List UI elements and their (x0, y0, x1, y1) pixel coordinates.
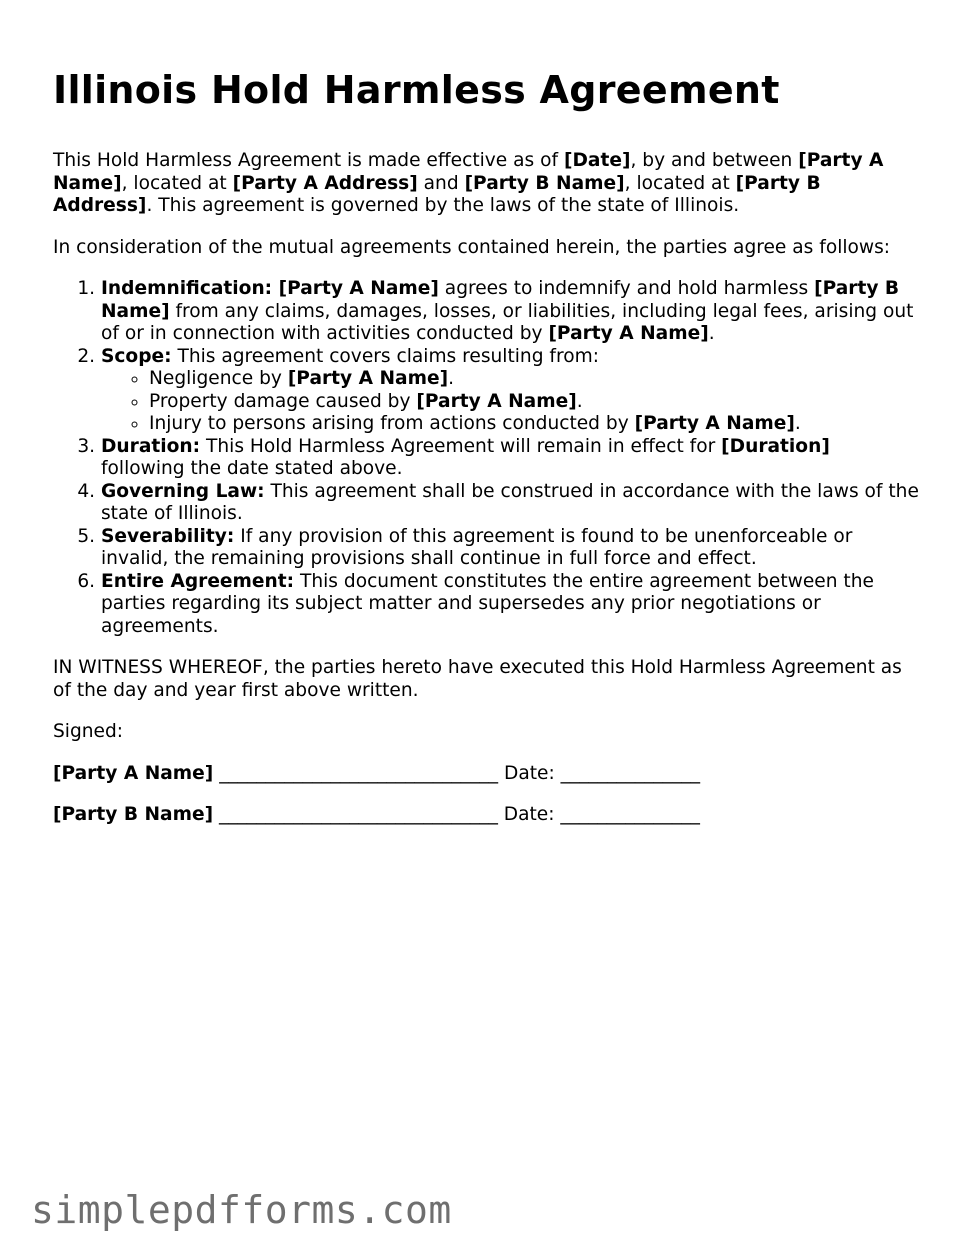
signature-date-label: Date: (503, 804, 561, 825)
clause-entire-agreement (101, 571, 919, 639)
party-b-name-placeholder: [Party B Name] (464, 172, 625, 194)
party-a-name-placeholder: [Party A Name] (416, 390, 577, 412)
scope-sublist (101, 368, 919, 436)
party-a-name-placeholder: [Party A Name] (287, 368, 449, 389)
intro-paragraph (53, 150, 919, 218)
clause-text: . (708, 323, 715, 344)
clause-scope (101, 346, 919, 436)
scope-item-negligence (149, 368, 919, 391)
clause-heading: Entire Agreement: (101, 570, 295, 592)
signed-label: Signed: (53, 721, 124, 742)
signature-line[interactable]: ______________________________ (213, 762, 505, 784)
clause-text: This document constitutes the entire agreement between the parties regarding its subject matter and supersedes any prior negotiations or agreements. (101, 570, 874, 637)
clause-heading: Scope: (101, 345, 172, 367)
clause-heading: Duration: (101, 435, 201, 457)
intro-text: , located at (121, 172, 233, 194)
clause-text: This agreement covers claims resulting from: (171, 345, 599, 367)
party-a-name-placeholder: [Party A Name] (53, 150, 884, 194)
site-watermark: simplepdfforms.com (31, 1188, 452, 1232)
scope-item-end: . (448, 368, 455, 389)
clause-heading: Severability: (101, 525, 235, 547)
scope-item-text: Property damage caused by (149, 390, 417, 412)
scope-item-end: . (794, 413, 801, 434)
scope-item-injury (149, 413, 919, 436)
document-title: Illinois Hold Harmless Agreement (53, 68, 780, 112)
signature-date-line[interactable]: _______________ (560, 762, 701, 784)
party-b-name-placeholder: [Party B Name] (101, 278, 900, 322)
intro-text: and (417, 172, 465, 194)
clause-text: following the date stated above. (101, 458, 403, 479)
intro-text: This Hold Harmless Agreement is made effective as of (53, 150, 564, 171)
scope-item-text: Injury to persons arising from actions conducted by (149, 413, 635, 434)
signature-row-party-a (53, 763, 919, 786)
clause-text: from any claims, damages, losses, or liabilities, including legal fees, arising out of or in connection with activities conducted by (101, 300, 914, 344)
clause-duration (101, 436, 919, 481)
scope-item-end: . (576, 390, 583, 412)
signature-line[interactable]: ______________________________ (213, 804, 504, 825)
date-placeholder: [Date] (563, 150, 631, 171)
signature-party-name: [Party B Name] (53, 804, 214, 825)
clause-heading: Governing Law: (101, 480, 265, 502)
witness-paragraph: IN WITNESS WHEREOF, the parties hereto have executed this Hold Harmless Agreement as of the day and year first above written. (53, 657, 902, 701)
clause-text: If any provision of this agreement is found to be unenforceable or invalid, the remaining provisions shall continue in full force and effect. (101, 525, 853, 569)
party-b-address-placeholder: [Party B Address] (53, 172, 821, 216)
party-a-address-placeholder: [Party A Address] (232, 172, 418, 194)
signature-row-party-b (53, 804, 919, 827)
party-a-name-placeholder: [Party A Name] (634, 413, 795, 434)
party-a-name-placeholder: [Party A Name] (548, 323, 709, 344)
intro-text: , by and between (630, 150, 799, 171)
clause-heading: Indemnification: (101, 278, 273, 299)
clauses-list (53, 278, 919, 638)
scope-item-property-damage (149, 391, 919, 414)
clause-text: This agreement shall be construed in accordance with the laws of the state of Illinois. (101, 480, 919, 524)
consideration-paragraph: In consideration of the mutual agreements contained herein, the parties agree as follows: (53, 236, 891, 258)
clause-text: agrees to indemnify and hold harmless (438, 278, 815, 299)
signature-party-name: [Party A Name] (53, 762, 214, 784)
intro-text: . This agreement is governed by the laws of the state of Illinois. (146, 195, 740, 216)
clause-indemnification (101, 278, 919, 346)
signature-date-label: Date: (504, 762, 561, 784)
clause-text: This Hold Harmless Agreement will remain in effect for (200, 435, 722, 457)
party-a-name-placeholder: [Party A Name] (272, 278, 439, 299)
clause-severability (101, 526, 919, 571)
intro-text: , located at (624, 172, 736, 194)
signature-date-line[interactable]: _______________ (560, 804, 700, 825)
duration-placeholder: [Duration] (721, 435, 830, 457)
document-page (53, 62, 919, 846)
scope-item-text: Negligence by (149, 368, 288, 389)
clause-governing-law (101, 481, 919, 526)
